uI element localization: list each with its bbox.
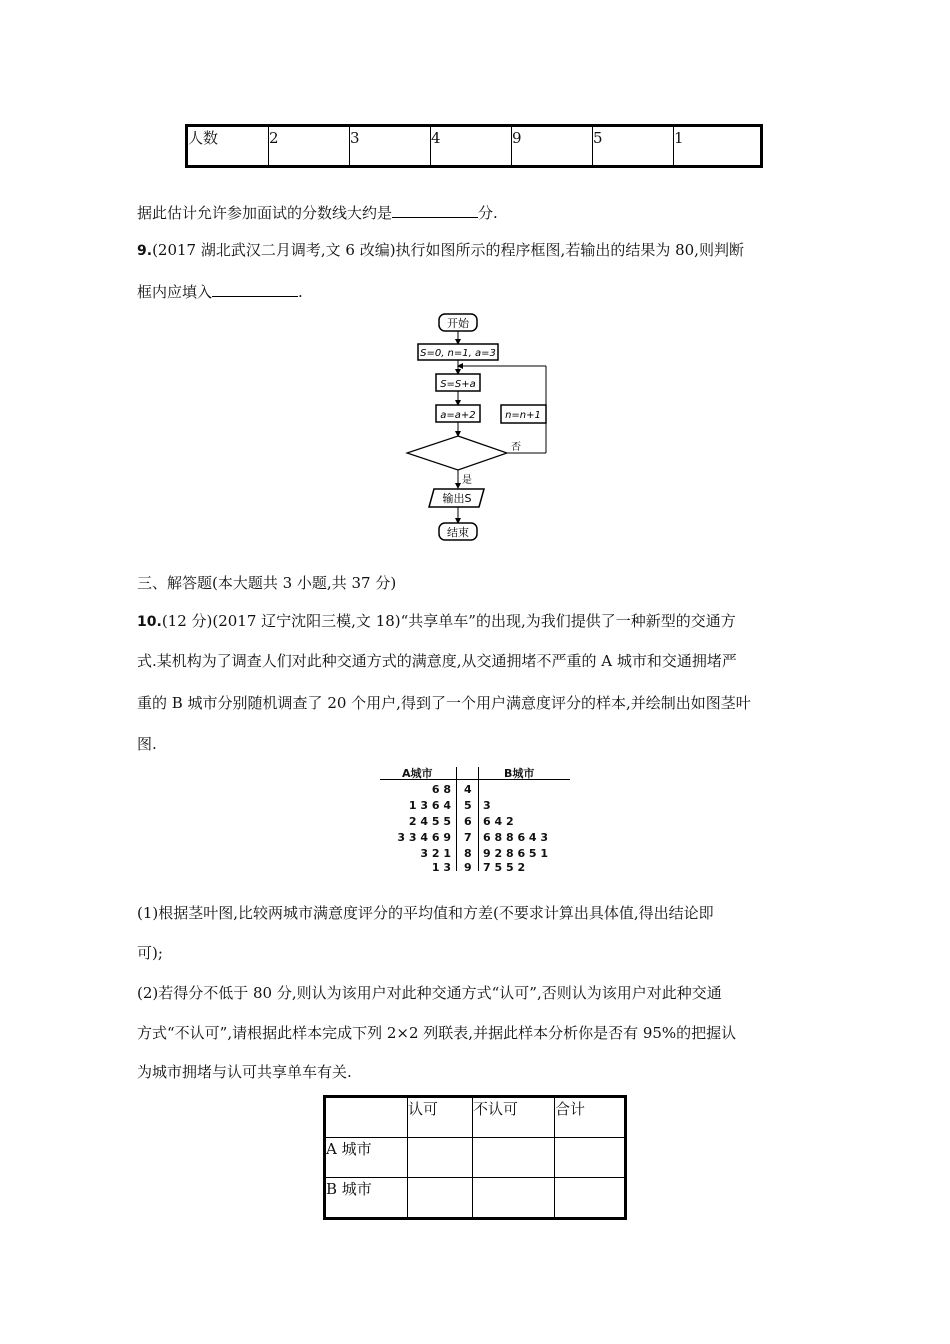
q10-text: (12 分)(2017 辽宁沈阳三模,文 18)“共享单车”的出现,为我们提供了一种新型的交通方 — [161, 612, 736, 630]
q10-sub2-line-3: 为城市拥堵与认可共享单车有关. — [137, 1063, 352, 1081]
row-label-cell: 人数 — [187, 126, 269, 167]
flowchart — [400, 308, 560, 548]
leaf-a: 1 3 6 4 — [408, 799, 451, 812]
stem-value: 8 — [464, 847, 472, 860]
init-label: S=0, n=1, a=3 — [420, 348, 496, 359]
leaf-a: 3 2 1 — [420, 847, 451, 860]
answer-blank — [212, 282, 298, 297]
q9-text-end: . — [298, 283, 303, 301]
stem-value: 7 — [464, 831, 472, 844]
table-header-row — [325, 1097, 626, 1138]
leaf-b: 3 — [483, 799, 491, 812]
stem-leaf-plot — [380, 763, 570, 873]
stem-value: 4 — [464, 783, 472, 796]
q8-conclusion-line — [137, 203, 817, 223]
value-cell: 4 — [431, 126, 512, 167]
q8-text: 据此估计允许参加面试的分数线大约是 — [137, 204, 393, 222]
leaf-a: 2 4 5 5 — [408, 815, 451, 828]
section-heading: 三、解答题(本大题共 3 小题,共 37 分) — [137, 574, 397, 592]
row-label-cell: A 城市 — [325, 1138, 408, 1178]
header-rule — [380, 779, 570, 780]
leaf-b: 6 8 8 6 4 3 — [483, 831, 549, 844]
header-cell: 认可 — [408, 1097, 473, 1138]
increment-n-label: n=n+1 — [505, 410, 541, 421]
contingency-table — [323, 1095, 627, 1220]
value-cell: 2 — [269, 126, 350, 167]
empty-cell — [473, 1138, 555, 1178]
table-row — [325, 1178, 626, 1219]
q10-sub1-line-1: (1)根据茎叶图,比较两城市满意度评分的平均值和方差(不要求计算出具体值,得出结论即 — [137, 904, 714, 922]
stem-value: 9 — [464, 861, 472, 874]
q10-line-2: 式.某机构为了调查人们对此种交通方式的满意度,从交通拥堵不严重的 A 城市和交通拥堵严 — [137, 652, 737, 670]
leaf-b: 6 4 2 — [483, 815, 514, 828]
yes-label: 是 — [462, 475, 472, 486]
stem-divider-right — [478, 767, 479, 871]
q9-line-2 — [137, 282, 817, 302]
question-number: 10. — [137, 614, 162, 630]
start-label: 开始 — [447, 317, 469, 330]
row-label-cell: B 城市 — [325, 1178, 408, 1219]
q10-line-3: 重的 B 城市分别随机调查了 20 个用户,得到了一个用户满意度评分的样本,并绘制出如图茎叶 — [137, 694, 751, 712]
empty-cell — [408, 1138, 473, 1178]
end-label: 结束 — [447, 526, 469, 539]
q9-text: 框内应填入 — [137, 283, 213, 301]
increment-a-label: a=a+2 — [440, 410, 476, 421]
q10-sub2-line-1: (2)若得分不低于 80 分,则认为该用户对此种交通方式“认可”,否则认为该用户对此种交通 — [137, 984, 722, 1002]
stem-divider-left — [456, 767, 457, 871]
city-a-header: A城市 — [402, 767, 433, 780]
value-cell: 9 — [512, 126, 593, 167]
q10-sub1-line-2: 可); — [137, 944, 163, 962]
header-cell — [325, 1097, 408, 1138]
value-cell: 3 — [350, 126, 431, 167]
leaf-a: 6 8 — [431, 783, 451, 796]
question-number: 9. — [137, 243, 153, 259]
q10-line-1 — [137, 611, 817, 632]
no-label: 否 — [511, 442, 521, 453]
header-cell: 不认可 — [473, 1097, 555, 1138]
q9-text: (2017 湖北武汉二月调考,文 6 改编)执行如图所示的程序框图,若输出的结果为 80,则判断 — [152, 241, 744, 259]
table-row — [187, 126, 762, 167]
answer-blank — [392, 203, 478, 218]
city-b-header: B城市 — [504, 767, 535, 780]
stem-value: 5 — [464, 799, 472, 812]
header-cell: 合计 — [555, 1097, 626, 1138]
leaf-a: 3 3 4 6 9 — [397, 831, 451, 844]
leaf-a: 1 3 — [431, 861, 451, 874]
output-label: 输出S — [442, 492, 472, 505]
frequency-table — [185, 124, 763, 168]
decision-diamond — [407, 436, 507, 470]
empty-cell — [408, 1178, 473, 1219]
stem-value: 6 — [464, 815, 472, 828]
empty-cell — [555, 1178, 626, 1219]
value-cell: 5 — [593, 126, 674, 167]
q8-text-end: 分. — [478, 204, 498, 222]
q9-line-1 — [137, 240, 817, 261]
empty-cell — [555, 1138, 626, 1178]
q10-sub2-line-2: 方式“不认可”,请根据此样本完成下列 2×2 列联表,并据此样本分析你是否有 95%的把握认 — [137, 1024, 737, 1042]
empty-cell — [473, 1178, 555, 1219]
value-cell: 1 — [674, 126, 762, 167]
table-row — [325, 1138, 626, 1178]
q10-line-4: 图. — [137, 735, 157, 753]
sum-label: S=S+a — [440, 379, 476, 390]
leaf-b: 9 2 8 6 5 1 — [483, 847, 549, 860]
leaf-b: 7 5 5 2 — [483, 861, 526, 874]
